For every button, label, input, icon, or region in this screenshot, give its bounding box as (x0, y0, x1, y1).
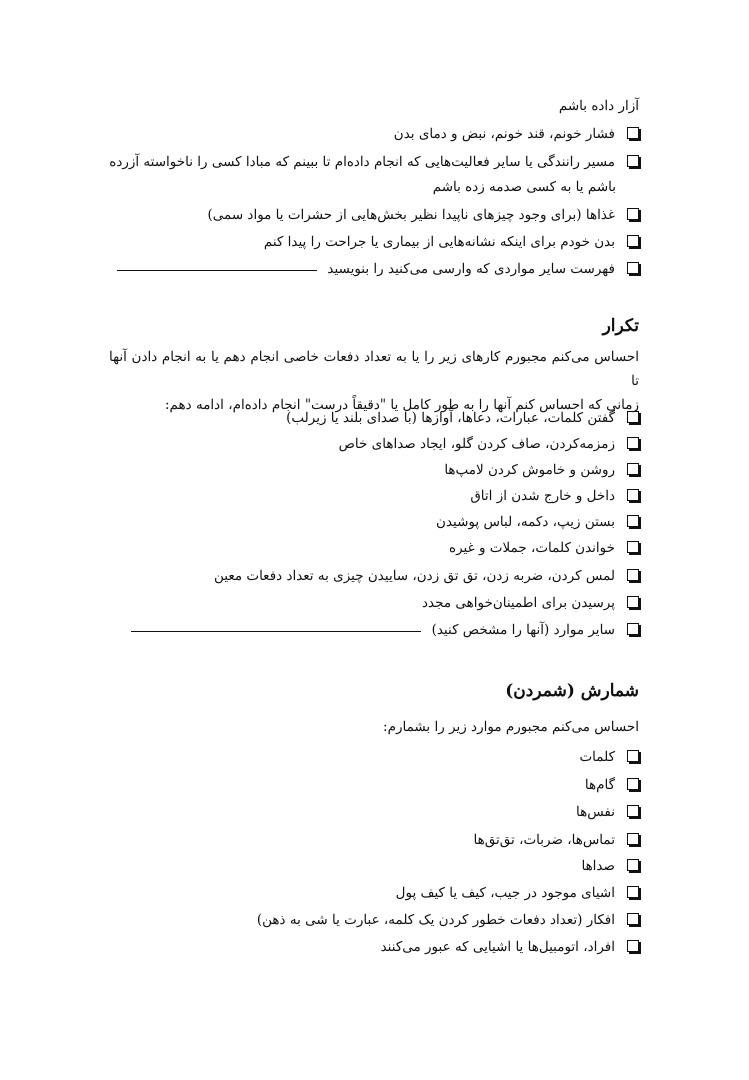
checkbox-icon[interactable] (627, 262, 639, 274)
checkbox-icon[interactable] (627, 437, 639, 449)
section-intro: احساس می‌کنم مجبورم موارد زیر را بشمارم: (383, 719, 639, 735)
answer-blank-line[interactable] (117, 270, 317, 271)
checkbox-icon[interactable] (627, 235, 639, 247)
checkbox-icon[interactable] (627, 623, 639, 635)
checklist-item: روشن و خاموش کردن لامپ‌ها (79, 460, 639, 480)
checklist-item: افکار (تعداد دفعات خطور کردن یک کلمه، عبارت یا شی به ذهن) (79, 910, 639, 930)
checkbox-icon[interactable] (627, 155, 639, 167)
checklist-item: زمزمه‌کردن، صاف کردن گلو، ایجاد صداهای خاص (79, 434, 639, 454)
checklist-item: سایر موارد (آنها را مشخص کنید) (79, 620, 639, 640)
checkbox-icon[interactable] (627, 886, 639, 898)
checklist-item: صداها (79, 856, 639, 876)
checklist-item: گفتن کلمات، عبارات، دعاها، آوازها (با صدای بلند یا زیرلب) (79, 408, 639, 428)
checklist-item-continuation: باشم یا به کسی صدمه زده باشم (432, 179, 616, 195)
checkbox-icon[interactable] (627, 411, 639, 423)
checkbox-icon[interactable] (627, 127, 639, 139)
checklist-item: کلمات (79, 747, 639, 767)
answer-blank-line[interactable] (131, 631, 421, 632)
checkbox-icon[interactable] (627, 805, 639, 817)
checkbox-icon[interactable] (627, 750, 639, 762)
checklist-item: افراد، اتومبیل‌ها یا اشیایی که عبور می‌کنند (79, 937, 639, 957)
checklist-item: فهرست سایر مواردی که وارسی می‌کنید را بنویسید (79, 259, 639, 279)
checklist-item: پرسیدن برای اطمینان‌خواهی مجدد (79, 593, 639, 613)
checkbox-icon[interactable] (627, 515, 639, 527)
checklist-item: بستن زیپ، دکمه، لباس پوشیدن (79, 512, 639, 532)
checklist-item: خواندن کلمات، جملات و غیره (79, 538, 639, 558)
continuation-line: آزار داده باشم (558, 98, 639, 114)
checklist-item: مسیر رانندگی یا سایر فعالیت‌هایی که انجام داده‌ام تا ببینم که مبادا کسی را ناخواسته آزرده (79, 152, 639, 172)
checkbox-icon[interactable] (627, 463, 639, 475)
checkbox-icon[interactable] (627, 913, 639, 925)
checkbox-icon[interactable] (627, 833, 639, 845)
checkbox-icon[interactable] (627, 208, 639, 220)
checkbox-icon[interactable] (627, 489, 639, 501)
checklist-item: فشار خونم، قند خونم، نبض و دمای بدن (79, 124, 639, 144)
section-heading: شمارش (شمردن) (505, 681, 639, 701)
checkbox-icon[interactable] (627, 541, 639, 553)
checkbox-icon[interactable] (627, 596, 639, 608)
checklist-item: نفس‌ها (79, 802, 639, 822)
checkbox-icon[interactable] (627, 569, 639, 581)
checklist-item: تماس‌ها، ضربات، تق‌تق‌ها (79, 830, 639, 850)
checklist-item: اشیای موجود در جیب، کیف یا کیف پول (79, 883, 639, 903)
checklist-item: گام‌ها (79, 775, 639, 795)
checkbox-icon[interactable] (627, 859, 639, 871)
checklist-item: داخل و خارج شدن از اتاق (79, 486, 639, 506)
checkbox-icon[interactable] (627, 778, 639, 790)
checklist-item: بدن خودم برای اینکه نشانه‌هایی از بیماری یا جراحت را پیدا کنم (79, 232, 639, 252)
checklist-item: غذاها (برای وجود چیزهای ناپیدا نظیر بخش‌هایی از حشرات یا مواد سمی) (79, 205, 639, 225)
checklist-item: لمس کردن، ضربه زدن، تق تق زدن، ساییدن چیزی به تعداد دفعات معین (79, 566, 639, 586)
section-heading: تکرار (602, 316, 639, 336)
section-intro: احساس می‌کنم مجبورم کارهای زیر را یا به تعداد دفعات خاصی انجام دهم یا به انجام دادن آنها تا زمانی که احساس کنم آنها را به طور کامل یا "دقیقاً درست" انجام داده‌ام، ادامه دهم: (109, 349, 639, 413)
checkbox-icon[interactable] (627, 940, 639, 952)
